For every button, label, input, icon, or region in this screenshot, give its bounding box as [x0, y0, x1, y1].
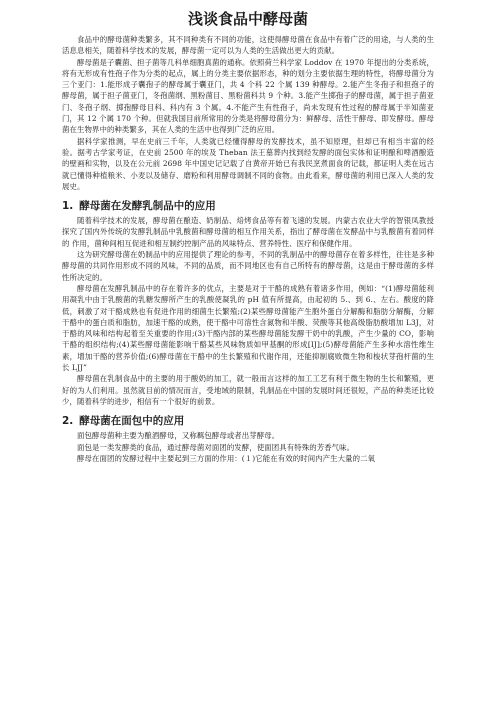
- body-paragraph: 酵母菌在发酵乳制品中的存在着许多的优点，主要是对于干酪的成熟有着诸多作用，例如：“(1)酵母菌能利用凝乳中由于乳酸菌的乳糖发酵所产生的乳酸使凝乳的 pH 值有所提高，由起初的 5.、到 6.、左右。酸度的降低，刺激了对干酪成熟也有促进作用的细菌生长繁殖;(2)某些酵母菌能产生胞外蛋白分解酶和脂肪分解酶，分解干酪中的蛋白质和脂肪，加速干酪的成熟，使干酪中可溶性含氮物和半酸、荧酸等其他高级脂肪酸增加 L3J，对于酪的风味和结构起着至关重要的作用;(3)干酪内部的某些酵母菌能发酵干奶中的乳酸，产生少量的 CO，影响干酪的组织结构;(4)某些酵母菌能影响干酪某些风味物质如甲基酮的形成[IJ];(5)酵母菌能产生多种水溶性维生素，增加干酪的营养价值;(6)酵母菌在干酪中的生长繁殖和代谢作用，还能抑制腐败微生物和梭状芽孢杆菌的生长 LJJ”: [62, 283, 434, 373]
- section-number: 1.: [62, 200, 74, 213]
- section-heading: [62, 198, 434, 214]
- section-title: 酵母菌在发酵乳制品中的应用: [79, 200, 216, 213]
- document-title: 浅谈食品中酵母菌: [187, 10, 308, 28]
- body-paragraph: 酵母在面团的发酵过程中主要起到三方面的作用：(１)它能在有效的时间内产生大量的二氧: [77, 453, 376, 463]
- body-paragraph: 面包是一类发酵类的食品，通过酵母菌对面团的发酵，使面团具有特殊的芳香气味。: [77, 442, 355, 452]
- body-paragraph: 酵母菌在乳制食品中的主要的用于酸奶的加工，就一般而言这样的加工工艺有利于微生物的生长和繁殖，更好的为人们利用。虽然就目前的情况而言，受地域的限制，乳制品在中国的发展时间还很短，产品的种类还比较少，随着科学的进步，相信有一个很好的前景。: [62, 374, 434, 406]
- body-paragraph: 面包酵母菌种主要为酿酒酵母，又称羁包酵母或者出芽酵母。: [77, 431, 280, 441]
- intro-paragraph: 据科学家推测，早在史前三千年，人类就已经懂得酵母的发酵技术，虽不知原理，但却已有相当丰富的经验。据考古学家考证，在史前 2500 年的埃及 Theban 法王墓葬内找到经发酵的面包实体和证明酿和啤酒酿造的壁画和实物，以及在公元前 2698 年中国史记记载了自黄帝开始已有我民烹煮面食的记载，都证明人类在远古就已懂得种植粮米、小麦以及储存、磨粉和利用酵母调制不同的食物。由此看来，酵母菌的利用已深入人类的发展史。: [62, 136, 434, 191]
- section-heading: [62, 413, 434, 429]
- section-title: 酵母菌在面包中的应用: [79, 415, 185, 428]
- intro-paragraph: 酵母菌是子囊菌、担子菌等几科单细胞真菌的通称。依照荷兰科学家 Loddov 在 1970 年提出的分类系统，将有无形成有性孢子作为分类的起点，属上的分类主要依据形态，种的划分主要依据生理的特性，将酵母菌分为三个亚门：1.能形成子囊孢子的酵母属于囊亚门，共 4 个科 22 个属 139 种酵母。2.能产生冬孢子和担孢子的酵母菌，属于担子菌亚门，冬孢菌纲、黑粉菌目、黑粉菌科共 9 个种。3.能产生掷孢子的酵母菌，属于担子菌亚门、冬孢子纲、掷孢酵母目科、科内有 3 个属。4.不能产生有性孢子，尚未发现有性过程的酵母属于半知菌亚门，其 12 个属 170 个种。但就我国目前所常用的分类是将酵母菌分为：鲜酵母、活性干酵母、即发酵母。酵母菌在生物界中的种类繁多，其在人类的生活中也得到广泛的应用。: [62, 57, 434, 135]
- intro-paragraph: 食品中的酵母菌种类繁多，其不同种类有不同的功能，这使得酵母菌在食品中有着广泛的用途，与人类的生活息息相关，随着科学技术的发展，酵母菌一定可以为人类的生活做出更大的贡献。: [62, 35, 434, 56]
- section-number: 2.: [62, 415, 74, 428]
- body-paragraph: 随着科学技术的发展，酵母菌在酿造、奶制品、焙烤食品等有着飞速的发展。内蒙古农业大学的智银凤教授探究了国内外传统的发酵乳制品中乳酸菌和酵母菌的相互作用关系，指出了酵母菌在发酵品中与乳酸菌有着同样的 作用，菌种间相互促进和相互制约控制产品的风味特点、营养特性、医疗和保健作用。: [62, 216, 434, 248]
- body-paragraph: 这为研究酵母菌在奶制品中的应用提供了理论的参考，不同的乳制品中的酵母菌存在着多样性，往往是多种酵母菌的共同作用形成不同的风味，不同的品质，而不同地区也有自己所特有的酵母菌，这是由于酵母菌的多样性所决定的。: [62, 250, 434, 282]
